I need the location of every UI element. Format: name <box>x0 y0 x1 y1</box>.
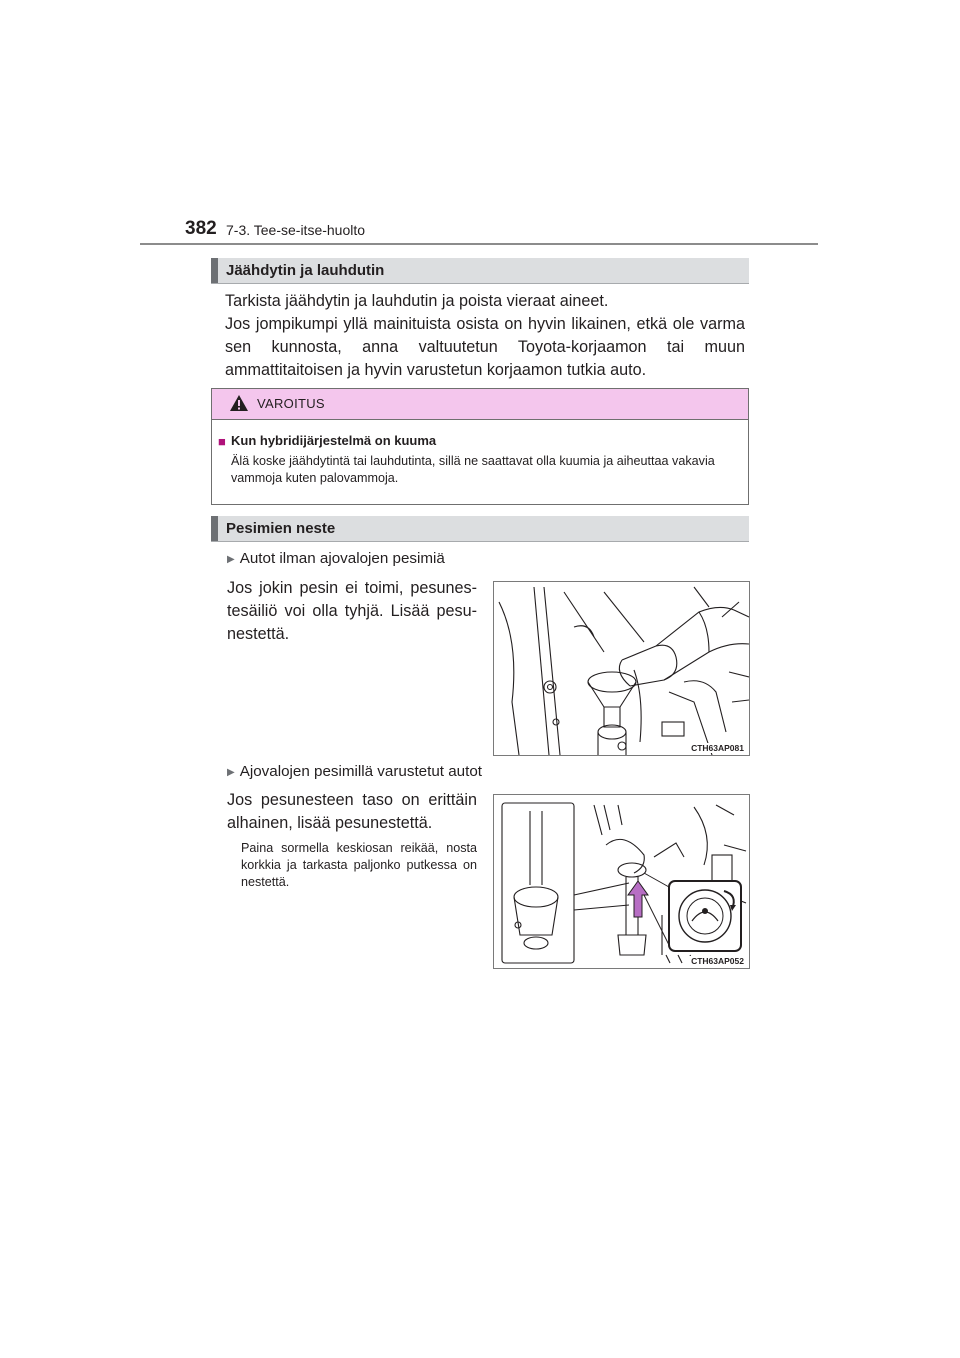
figure-washer-fill <box>493 581 750 756</box>
washer-level-illustration <box>494 795 749 968</box>
heading-washer-label: Pesimien neste <box>226 520 336 537</box>
case-1-title <box>227 550 445 567</box>
heading-radiator <box>211 258 749 284</box>
case-2-title-text: Ajovalojen pesimillä varustetut autot <box>239 763 482 780</box>
warning-bullet-icon: ■ <box>218 434 226 449</box>
case-1-title-text: Autot ilman ajovalojen pesimiä <box>239 550 445 567</box>
case-2-body: Jos pesunesteen taso on erittäin alhainen, lisää pesunestettä. <box>227 791 477 832</box>
lift-arrow-icon <box>628 881 648 917</box>
radiator-text <box>225 290 745 382</box>
heading-radiator-label: Jäähdytin ja lauhdutin <box>226 262 385 279</box>
warning-label: VAROITUS <box>257 396 325 411</box>
warning-triangle-icon <box>229 394 249 412</box>
figure-1-code: CTH63AP081 <box>691 743 744 753</box>
case-2-note: Paina sormella keskiosan reikää, nosta korkkia ja tarkasta paljonko putkessa on nestettä. <box>241 841 477 889</box>
heading-accent <box>211 516 218 541</box>
warning-item-title: Kun hybridijärjestelmä on kuuma <box>231 433 437 448</box>
washer-fill-illustration <box>494 582 749 755</box>
radiator-para-2: Jos jompikumpi yllä mainituista osista on hyvin likainen, etkä ole varma sen kunnosta, anna valtuutetun Toyota-korjaamon tai muun ammattitaitoisen ja hyvin varustetun korjaamon tutkia auto. <box>225 315 745 379</box>
header-rule <box>140 243 818 245</box>
arrow-bullet-icon: ▶ <box>227 554 235 565</box>
heading-washer <box>211 516 749 542</box>
heading-accent <box>211 258 218 283</box>
case-1-body: Jos jokin pesin ei toimi, pesunes-tesäiliö voi olla tyhjä. Lisää pesu-nestettä. <box>227 579 477 643</box>
warning-header <box>212 389 748 420</box>
radiator-para-1: Tarkista jäähdytin ja lauhdutin ja poista vieraat aineet. <box>225 292 609 310</box>
page-number: 382 <box>185 218 217 239</box>
section-title: 7-3. Tee-se-itse-huolto <box>226 222 366 238</box>
case-2-title <box>227 763 482 780</box>
figure-2-code: CTH63AP052 <box>691 956 744 966</box>
arrow-bullet-icon: ▶ <box>227 767 235 778</box>
figure-washer-level <box>493 794 750 969</box>
warning-box <box>211 388 749 505</box>
warning-item-body: Älä koske jäähdytintä tai lauhdutinta, sillä ne saattavat olla kuumia ja aiheuttaa vakavia vammoja kuten palovammoja. <box>231 454 715 485</box>
